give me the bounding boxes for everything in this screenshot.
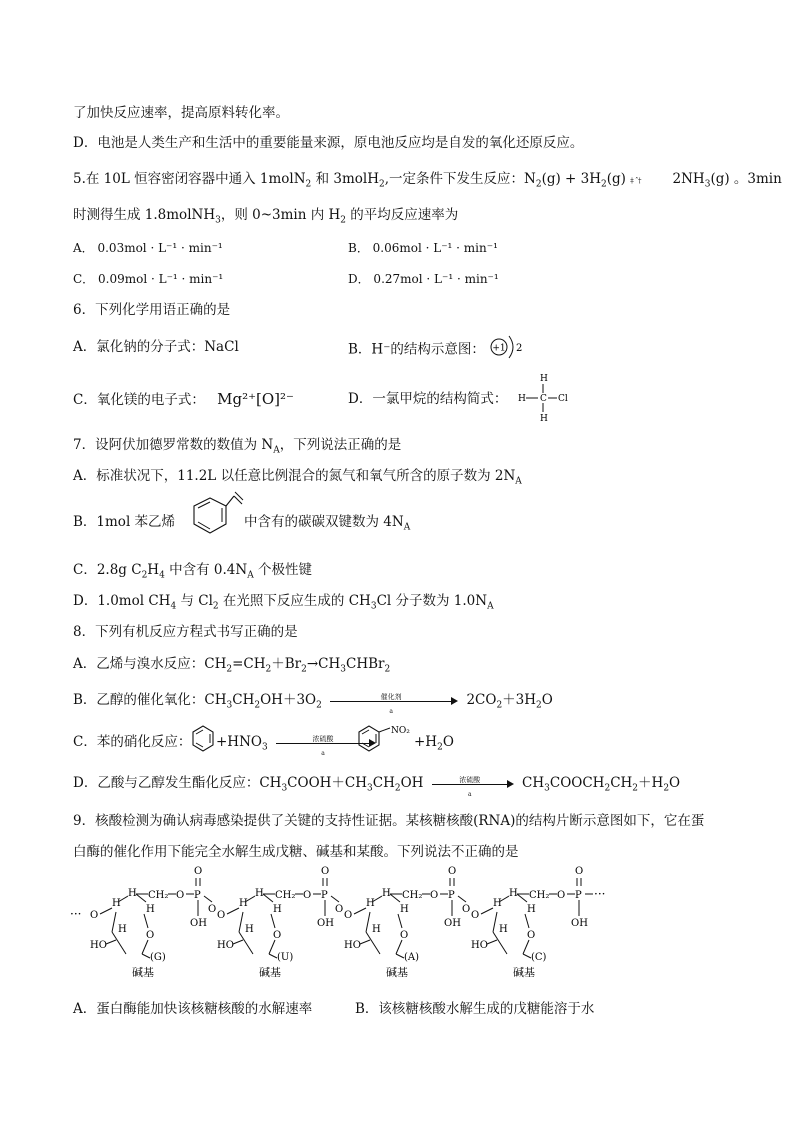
phosphorus: P [321, 890, 328, 901]
reaction-arrow: 催化剂 a [330, 694, 458, 708]
rna-fragment-diagram [70, 866, 630, 984]
option-8d: D．乙酸与乙醇发生酯化反应：$CH_3COOH+CH_3CH_2OH$ 浓硫酸 a $CH_3COOCH_2CH_2+H_2O$ [73, 775, 681, 798]
bond [523, 954, 531, 958]
ring-h: H [245, 924, 254, 935]
ring-bond [366, 932, 380, 954]
phosphoryl-oxygen: O [448, 866, 457, 877]
ring-h: H [527, 904, 536, 915]
ring-h: H [146, 904, 155, 915]
ring-oxygen: O [400, 930, 409, 941]
bond [233, 940, 243, 944]
ring-bond [398, 914, 402, 928]
question-8: 8．下列有机反应方程式书写正确的是 [73, 624, 298, 640]
base-label-4: (C) [531, 952, 547, 963]
option-7a: A．标准状况下，11.2L 以任意比例混合的氮气和氧气所含的原子数为 $2N_A$ [73, 468, 522, 487]
ester-oxygen: O [176, 890, 185, 901]
ring-oxygen-link: O [344, 910, 353, 921]
ring-bond [523, 940, 529, 954]
bridge-oxygen: O [335, 904, 344, 915]
ring-bond [142, 940, 148, 954]
option-6d: D．一氯甲烷的结构简式： [348, 391, 508, 407]
ring-bond [396, 940, 402, 954]
hydride-structure-diagram [489, 332, 525, 362]
ring-h: H [400, 904, 409, 915]
ring-oxygen: O [527, 930, 536, 941]
option-6c: C．氧化镁的电子式： Mg²⁺[O]²⁻ [73, 390, 294, 408]
option-d: D．电池是人类生产和生活中的重要能量来源，原电池反应均是自发的氧化还原反应。 [73, 135, 584, 151]
question-6: 6．下列化学用语正确的是 [73, 302, 231, 318]
chain-start-dots: ··· [70, 907, 82, 921]
reaction-arrow: 浓硫酸 a [276, 736, 376, 750]
phosphoryl-oxygen: O [321, 866, 330, 877]
ring-h: H [118, 924, 127, 935]
phosphoryl-oxygen: O [194, 866, 203, 877]
ch2-label: CH₂ [148, 890, 169, 901]
benzene-ring [190, 724, 216, 754]
ring-h: H [499, 924, 508, 935]
svg-text:NO₂: NO₂ [391, 726, 410, 736]
hydroxyl-label: HO [217, 940, 234, 951]
ring-h: H [366, 898, 375, 909]
phosphorus: P [194, 890, 201, 901]
chloromethane-structure [514, 370, 574, 426]
ch2-label: CH₂ [529, 890, 550, 901]
ring-bond [144, 914, 148, 928]
bond [142, 954, 150, 958]
ch2-label: CH₂ [402, 890, 423, 901]
phosphorus: P [575, 890, 582, 901]
question-5-cont: 时测得生成 1.8molNH$_3$，则 0~3min 内 $H_2$ 的平均反应速率为 [73, 207, 459, 226]
reversible-arrow: ‡ ˆ† [630, 177, 641, 185]
ring-bond [517, 894, 527, 902]
base-name-label: 碱基 [259, 966, 281, 979]
styrene-structure [172, 488, 244, 550]
option-8a: A．乙烯与溴水反应：$CH_2=CH_2+Br_2\to CH_3CHBr_2$ [73, 656, 391, 675]
ring-bond [271, 914, 275, 928]
text-line: 了加快反应速率，提高原料转化率。 [73, 105, 289, 121]
option-8c: C．苯的硝化反应： [73, 734, 192, 750]
option-8b: B．乙醇的催化氧化：$CH_3CH_2OH+3O_2$ 催化剂 a $2CO_2+3H_2O$ [73, 692, 553, 715]
phosphate-oh: OH [571, 918, 588, 929]
svg-text:H: H [540, 414, 548, 424]
bond [331, 896, 339, 902]
ester-oxygen: O [303, 890, 312, 901]
nitrobenzene-structure [356, 724, 414, 754]
bond [360, 940, 370, 944]
option-8c-end: $+H_2O$ [414, 734, 454, 753]
ring-bond [100, 908, 112, 914]
ch2-label: CH₂ [275, 890, 296, 901]
option-9b: B．该核糖核酸水解生成的戊糖能溶于水 [355, 1001, 595, 1017]
option-7b-cont: 中含有的碳碳双键数为 $4N_A$ [244, 514, 411, 533]
ring-h: H [382, 888, 391, 899]
svg-text:Cl: Cl [558, 394, 568, 404]
ring-oxygen: O [273, 930, 282, 941]
hydroxyl-label: HO [471, 940, 488, 951]
ring-bond [269, 940, 275, 954]
reversible-arrow: 浓硫酸 a [432, 777, 514, 791]
shell-electrons: 2 [516, 343, 523, 354]
question-7: 7．设阿伏加德罗常数的数值为 $N_A$，下列说法正确的是 [73, 437, 402, 456]
bridge-oxygen: O [462, 904, 471, 915]
ring-bond [136, 894, 146, 902]
svg-text:H: H [540, 374, 548, 384]
ring-bond [525, 914, 529, 928]
bridge-oxygen: O [208, 904, 217, 915]
base-name-label: 碱基 [132, 966, 154, 979]
option-7d: D．1.0mol $CH_4$ 与 $Cl_2$ 在光照下反应生成的 $CH_3Cl$ 分子数为 $1.0N_A$ [73, 593, 494, 612]
base-label-2: (U) [277, 952, 294, 963]
phosphorus: P [448, 890, 455, 901]
ring-bond [239, 932, 253, 954]
option-7b: B．1mol 苯乙烯 [73, 514, 176, 530]
bond [269, 954, 277, 958]
ring-bond [366, 912, 370, 932]
ring-bond [239, 912, 243, 932]
phosphate-oh: OH [444, 918, 461, 929]
ring-h: H [239, 898, 248, 909]
ring-h: H [273, 904, 282, 915]
option-7c: C．2.8g $C_2H_4$ 中含有 $0.4N_A$ 个极性键 [73, 562, 312, 581]
ring-oxygen-link: O [90, 910, 99, 921]
phosphate-oh: OH [317, 918, 334, 929]
option-6a: A．氯化钠的分子式：NaCl [73, 339, 239, 355]
option-6b: B．H⁻的结构示意图： +1 2 [348, 338, 525, 362]
ester-oxygen: O [430, 890, 439, 901]
ring-bond [227, 908, 239, 914]
bond [458, 896, 466, 902]
ring-h: H [128, 888, 137, 899]
phosphate-oh: OH [190, 918, 207, 929]
nucleus-label: +1 [492, 343, 506, 354]
hydroxyl-label: HO [90, 940, 107, 951]
base-label-1: (G) [150, 952, 166, 963]
phosphoryl-oxygen: O [575, 866, 584, 877]
svg-text:C: C [540, 394, 547, 404]
option-8c-mid: $+HNO_3$ 浓硫酸 a [216, 733, 380, 757]
option-5c: C． 0.09mol · L⁻¹ · min⁻¹ [73, 272, 224, 286]
ring-bond [481, 908, 493, 914]
base-name-label: 碱基 [513, 966, 535, 979]
option-5d: D． 0.27mol · L⁻¹ · min⁻¹ [348, 272, 499, 286]
ring-bond [390, 894, 400, 902]
ester-oxygen: O [557, 890, 566, 901]
mgo-formula: Mg²⁺[O]²⁻ [217, 390, 294, 408]
bond [487, 940, 497, 944]
bond [204, 896, 212, 902]
base-label-3: (A) [404, 952, 420, 963]
ring-h: H [509, 888, 518, 899]
ring-bond [263, 894, 273, 902]
ring-oxygen-link: O [471, 910, 480, 921]
option-5a: A． 0.03mol · L⁻¹ · min⁻¹ [73, 241, 223, 255]
hydroxyl-label: HO [344, 940, 361, 951]
ring-bond [112, 912, 116, 932]
bond [396, 954, 404, 958]
option-9a: A．蛋白酶能加快该核糖核酸的水解速率 [73, 1001, 313, 1017]
ring-bond [112, 932, 126, 954]
bond [106, 940, 116, 944]
question-9: 9．核酸检测为确认病毒感染提供了关键的支持性证据。某核糖核酸(RNA)的结构片断示意图如下，它在蛋 [73, 813, 705, 829]
ring-oxygen-link: O [217, 910, 226, 921]
option-5b: B． 0.06mol · L⁻¹ · min⁻¹ [348, 241, 498, 255]
ring-oxygen: O [146, 930, 155, 941]
question-5: 5.在 10L 恒容密闭容器中通入 1molN$_2$ 和 3molH$_2$,一定条件下发生反应：$N_2(g) + 3H_2(g)$ ‡ ˆ† $2NH_3(g)$ 。3min [73, 171, 782, 190]
ring-bond [354, 908, 366, 914]
svg-text:H: H [518, 394, 526, 404]
chain-end-dots: ··· [594, 887, 606, 901]
ring-h: H [493, 898, 502, 909]
ring-bond [493, 912, 497, 932]
ring-h: H [372, 924, 381, 935]
ring-bond [493, 932, 507, 954]
base-name-label: 碱基 [386, 966, 408, 979]
question-9-cont: 白酶的催化作用下能完全水解生成戊糖、碱基和某酸。下列说法不正确的是 [73, 844, 519, 860]
ring-h: H [255, 888, 264, 899]
ring-h: H [112, 898, 121, 909]
